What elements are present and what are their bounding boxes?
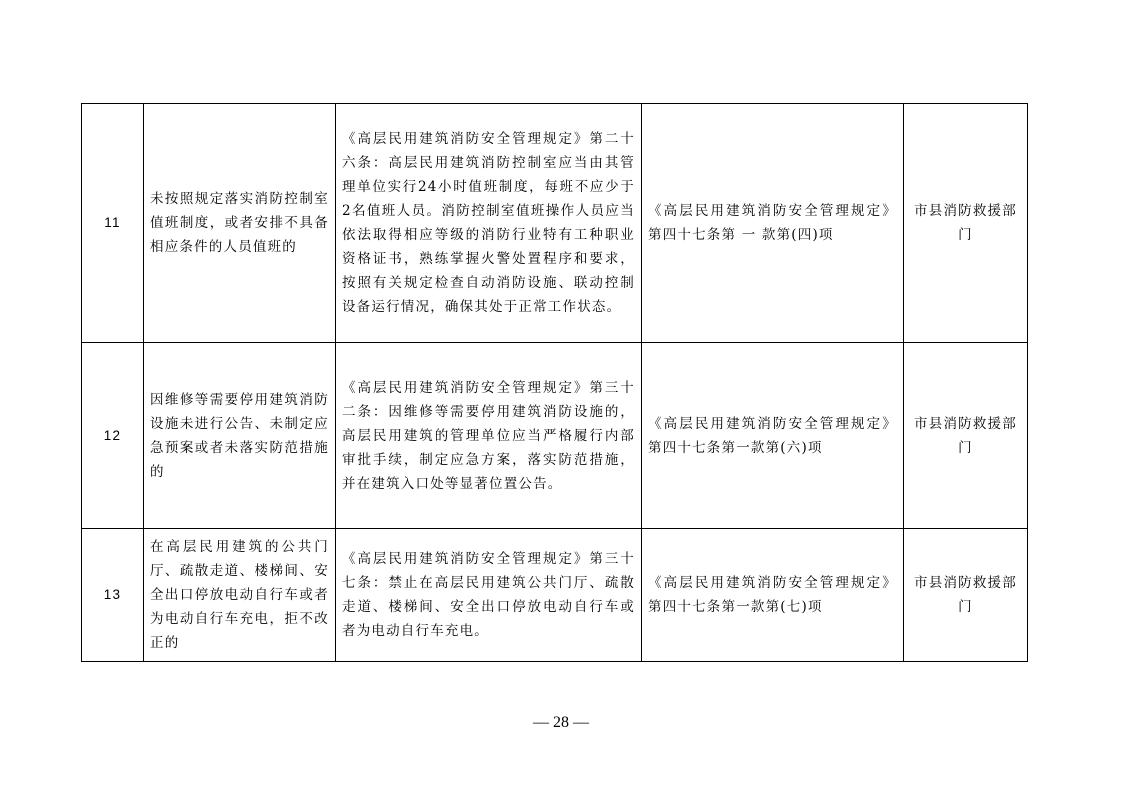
provision-cell: 《高层民用建筑消防安全管理规定》第二十六条：高层民用建筑消防控制室应当由其管理单位实行24小时值班制度，每班不应少于2名值班人员。消防控制室值班操作人员应当依法取得相应等级的消防行业特有工种职业资格证书，熟练掌握火警处置程序和要求，按照有关规定检查自动消防设施、联动控制设备运行情况，确保其处于正常工作状态。 — [336, 104, 642, 343]
row-number: 12 — [82, 343, 144, 529]
provision-cell: 《高层民用建筑消防安全管理规定》第三十七条：禁止在高层民用建筑公共门厅、疏散走道、楼梯间、安全出口停放电动自行车或者为电动自行车充电。 — [336, 529, 642, 662]
table-row — [82, 343, 1028, 529]
legal-basis-cell: 《高层民用建筑消防安全管理规定》第四十七条第一款第(六)项 — [642, 343, 904, 529]
table-row — [82, 104, 1028, 343]
violation-cell: 在高层民用建筑的公共门厅、疏散走道、楼梯间、安全出口停放电动自行车或者为电动自行车充电，拒不改正的 — [144, 529, 336, 662]
violation-cell: 未按照规定落实消防控制室值班制度，或者安排不具备相应条件的人员值班的 — [144, 104, 336, 343]
department-cell: 市县消防救援部门 — [904, 104, 1028, 343]
page-number: — 28 — — [533, 714, 589, 731]
department-cell: 市县消防救援部门 — [904, 343, 1028, 529]
table-row — [82, 529, 1028, 662]
regulation-table — [81, 103, 1028, 662]
legal-basis-cell: 《高层民用建筑消防安全管理规定》第四十七条第 一 款第(四)项 — [642, 104, 904, 343]
row-number: 13 — [82, 529, 144, 662]
legal-basis-cell: 《高层民用建筑消防安全管理规定》第四十七条第一款第(七)项 — [642, 529, 904, 662]
department-cell: 市县消防救援部门 — [904, 529, 1028, 662]
violation-cell: 因维修等需要停用建筑消防设施未进行公告、未制定应急预案或者未落实防范措施的 — [144, 343, 336, 529]
provision-cell: 《高层民用建筑消防安全管理规定》第三十二条：因维修等需要停用建筑消防设施的，高层民用建筑的管理单位应当严格履行内部审批手续，制定应急方案，落实防范措施，并在建筑入口处等显著位置公告。 — [336, 343, 642, 529]
row-number: 11 — [82, 104, 144, 343]
